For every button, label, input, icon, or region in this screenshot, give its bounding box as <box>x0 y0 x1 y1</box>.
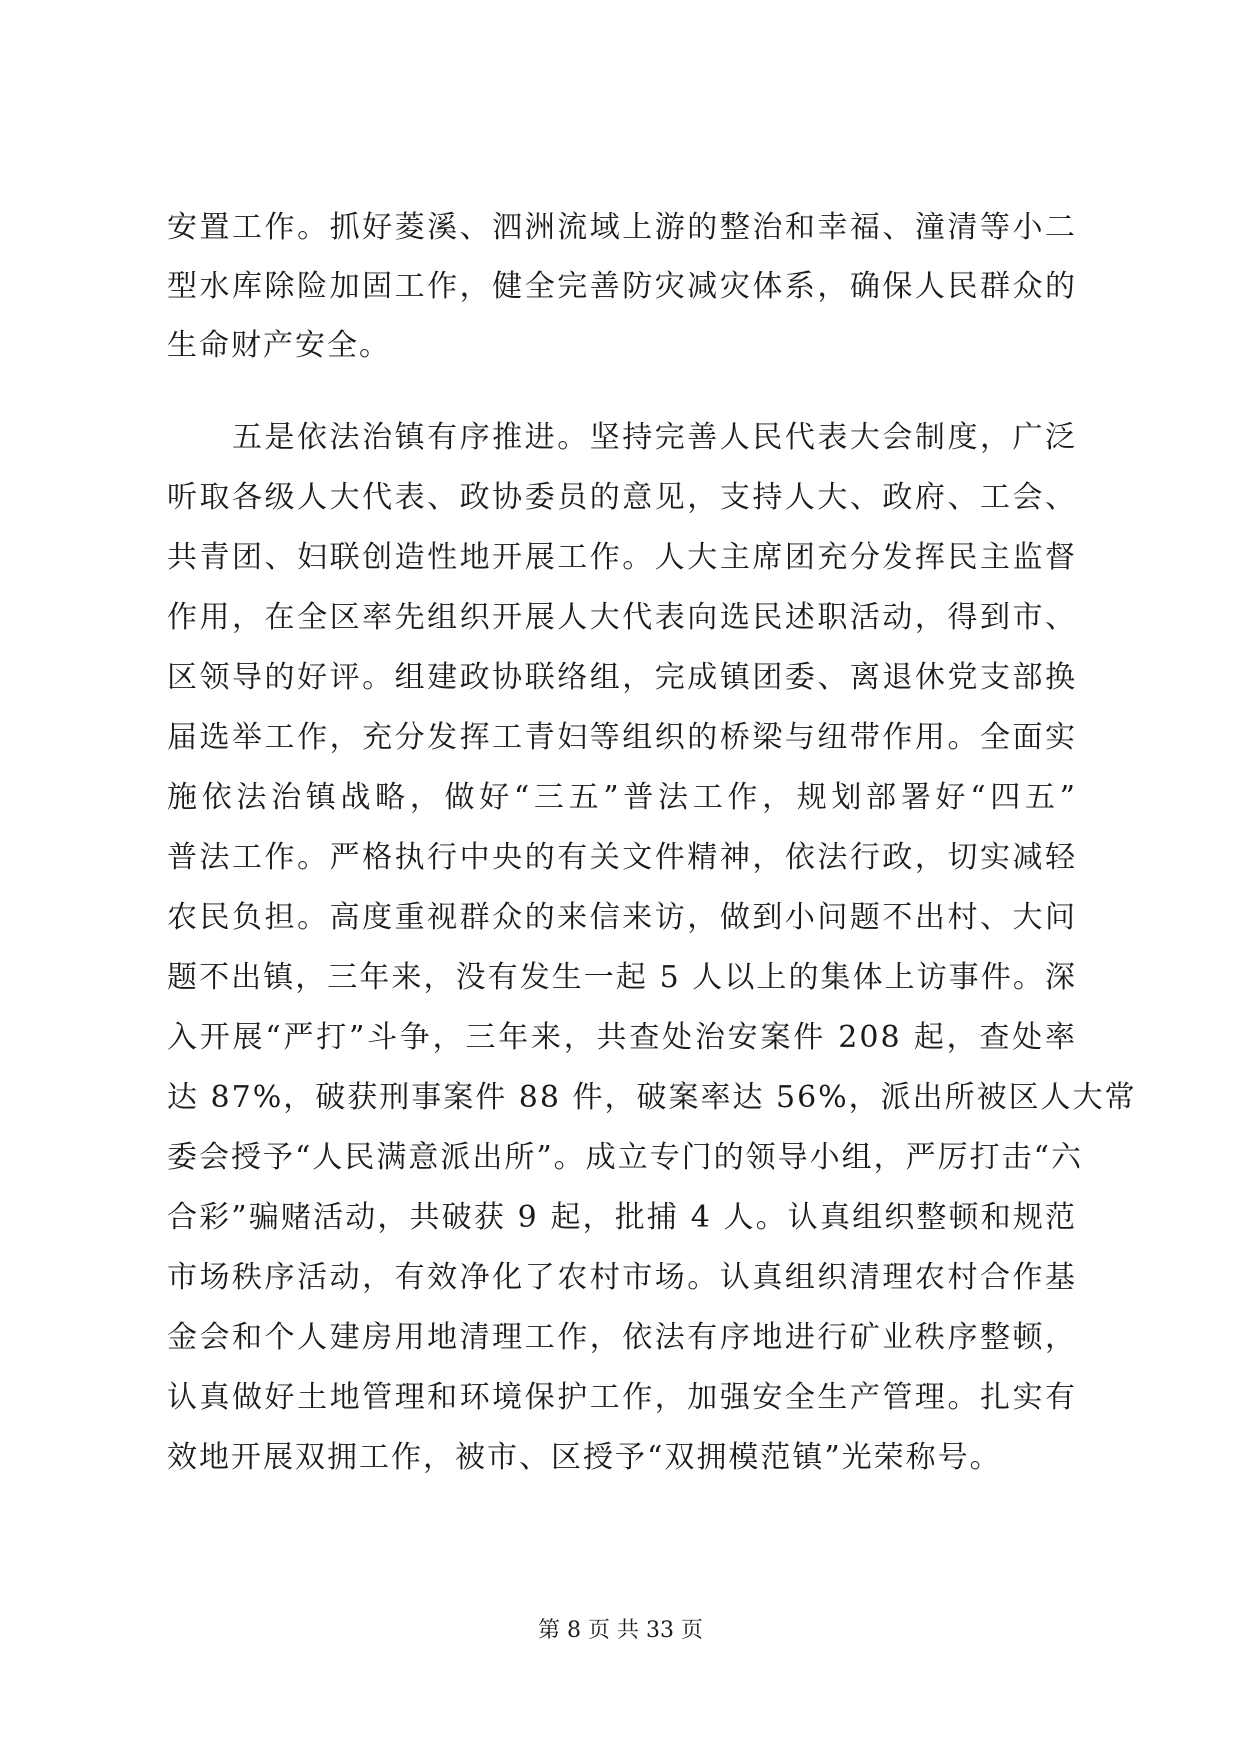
paragraph-line: 五是依法治镇有序推进。坚持完善人民代表大会制度，广泛 <box>232 420 1077 455</box>
page-number-footer: 第 8 页 共 33 页 <box>538 1618 703 1643</box>
paragraph-line: 区领导的好评。组建政协联络组，完成镇团委、离退休党支部换 <box>167 660 1077 695</box>
paragraph-line: 施依法治镇战略，做好“三五”普法工作，规划部署好“四五” <box>167 780 1077 815</box>
paragraph-line: 届选举工作，充分发挥工青妇等组织的桥梁与纽带作用。全面实 <box>167 720 1077 755</box>
paragraph-line: 认真做好土地管理和环境保护工作，加强安全生产管理。扎实有 <box>167 1380 1077 1415</box>
paragraph-line: 安置工作。抓好菱溪、泗洲流域上游的整治和幸福、潼清等小二 <box>167 210 1077 245</box>
paragraph-line: 入开展“严打”斗争，三年来，共查处治安案件 208 起，查处率 <box>167 1020 1077 1055</box>
paragraph-line: 生命财产安全。 <box>167 328 391 363</box>
paragraph-line: 合彩”骗赌活动，共破获 9 起，批捕 4 人。认真组织整顿和规范 <box>167 1200 1077 1235</box>
paragraph-line: 金会和个人建房用地清理工作，依法有序地进行矿业秩序整顿， <box>167 1320 1077 1355</box>
paragraph-line: 农民负担。高度重视群众的来信来访，做到小问题不出村、大问 <box>167 900 1077 935</box>
paragraph-line: 共青团、妇联创造性地开展工作。人大主席团充分发挥民主监督 <box>167 540 1077 575</box>
paragraph-line: 效地开展双拥工作，被市、区授予“双拥模范镇”光荣称号。 <box>167 1440 1002 1475</box>
paragraph-line: 达 87%，破获刑事案件 88 件，破案率达 56%，派出所被区人大常 <box>167 1080 1137 1115</box>
paragraph-line: 作用，在全区率先组织开展人大代表向选民述职活动，得到市、 <box>167 600 1077 635</box>
paragraph-line: 普法工作。严格执行中央的有关文件精神，依法行政，切实减轻 <box>167 840 1077 875</box>
paragraph-line: 市场秩序活动，有效净化了农村市场。认真组织清理农村合作基 <box>167 1260 1077 1295</box>
paragraph-line: 题不出镇，三年来，没有发生一起 5 人以上的集体上访事件。深 <box>167 960 1077 995</box>
paragraph-line: 听取各级人大代表、政协委员的意见，支持人大、政府、工会、 <box>167 480 1077 515</box>
paragraph-line: 型水库除险加固工作，健全完善防灾减灾体系，确保人民群众的 <box>167 269 1077 304</box>
paragraph-line: 委会授予“人民满意派出所”。成立专门的领导小组，严厉打击“六 <box>167 1140 1084 1175</box>
